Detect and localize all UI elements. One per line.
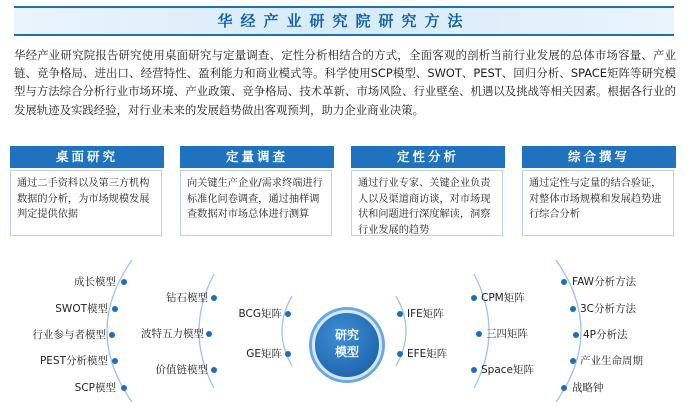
arc-dot (397, 351, 403, 357)
model-label: 钻石模型 (166, 292, 208, 304)
card-quantitative-survey (180, 146, 334, 238)
model-label: Space矩阵 (481, 364, 534, 376)
arc-dot (285, 351, 291, 357)
card-desk-research (10, 146, 164, 238)
arc-dot (570, 306, 576, 312)
arc-dot (476, 331, 482, 337)
arc-dot (570, 358, 576, 364)
model-label: SWOT模型 (55, 303, 108, 315)
research-model-diagram (0, 252, 688, 410)
arc-dot (561, 385, 567, 391)
arc-dot (109, 332, 115, 338)
center-line-1: 研究 (334, 328, 359, 342)
arc-dot (471, 367, 477, 373)
model-label: SCP模型 (74, 382, 116, 394)
arc-dot (121, 385, 127, 391)
model-label: 4P分析法 (583, 329, 628, 341)
arc-dot (285, 311, 291, 317)
card-comprehensive-writing (522, 146, 676, 238)
model-label: 波特五力模型 (141, 328, 204, 340)
card-title: 定性分析 (351, 146, 505, 168)
model-label: GE矩阵 (246, 348, 282, 360)
card-title: 定量调查 (180, 146, 334, 168)
card-body: 通过二手资料以及第三方机构数据的分析，为市场规模发展判定提供依据 (10, 170, 162, 236)
arc-dot (397, 311, 403, 317)
card-qualitative-analysis (351, 146, 505, 238)
arc-dot (112, 358, 118, 364)
model-label: 战略钟 (572, 382, 604, 394)
arc-dot (206, 331, 212, 337)
arc-dot (573, 332, 579, 338)
model-label: PEST分析模型 (39, 355, 108, 367)
model-label: 产业生命周期 (580, 355, 643, 367)
arc-dot (211, 367, 217, 373)
research-model-center (312, 310, 382, 380)
arc-dot (121, 279, 127, 285)
model-label: 行业参与者模型 (32, 329, 106, 341)
model-label: BCG矩阵 (238, 308, 282, 320)
model-label: IFE矩阵 (407, 308, 444, 320)
model-label: 3C分析方法 (580, 303, 637, 315)
model-label: 价值链模型 (155, 364, 208, 376)
card-body: 通过行业专家、关键企业负责人以及渠道商访谈，对市场现状和问题进行深度解读，洞察行业发展的趋势 (351, 170, 503, 236)
model-label: 三四矩阵 (486, 328, 528, 340)
page-title: 华经产业研究院研究方法 (217, 12, 471, 30)
center-line-2: 模型 (334, 345, 359, 359)
model-label: FAW分析方法 (572, 276, 637, 288)
card-title: 综合撰写 (522, 146, 676, 168)
card-title: 桌面研究 (10, 146, 164, 168)
card-body: 通过定性与定量的结合验证，对整体市场规模和发展趋势进行综合分析 (522, 170, 674, 236)
arc-dot (211, 295, 217, 301)
arc-dot (561, 279, 567, 285)
intro-paragraph: 华经产业研究院报告研究使用桌面研究与定量调查、定性分析相结合的方式，全面客观的剖析当前行业发展的总体市场容量、产业链、竞争格局、进出口、经营特性、盈利能力和商业模式等。科学使用SCP模型、SWOT、PEST、回归分析、SPACE矩阵等研究模型与方法综合分析行业市场环境、产业政策、竞争格局、技术革新、市场风险、行业壁垒、机遇以及挑战等相关因素。根据各行业的发展轨迹及实践经验，对行业未来的发展趋势做出客观预判，助力企业商业决策。 (14, 48, 676, 117)
center-label (315, 327, 379, 361)
card-body: 向关键生产企业/需求终端进行标准化问卷调查，通过抽样调查数据对市场总体进行测算 (180, 170, 332, 236)
arc-dot (112, 306, 118, 312)
arc-dot (471, 295, 477, 301)
model-label: 成长模型 (74, 276, 116, 288)
title-bar (14, 6, 674, 36)
model-label: EFE矩阵 (407, 348, 448, 360)
model-label: CPM矩阵 (481, 292, 525, 304)
